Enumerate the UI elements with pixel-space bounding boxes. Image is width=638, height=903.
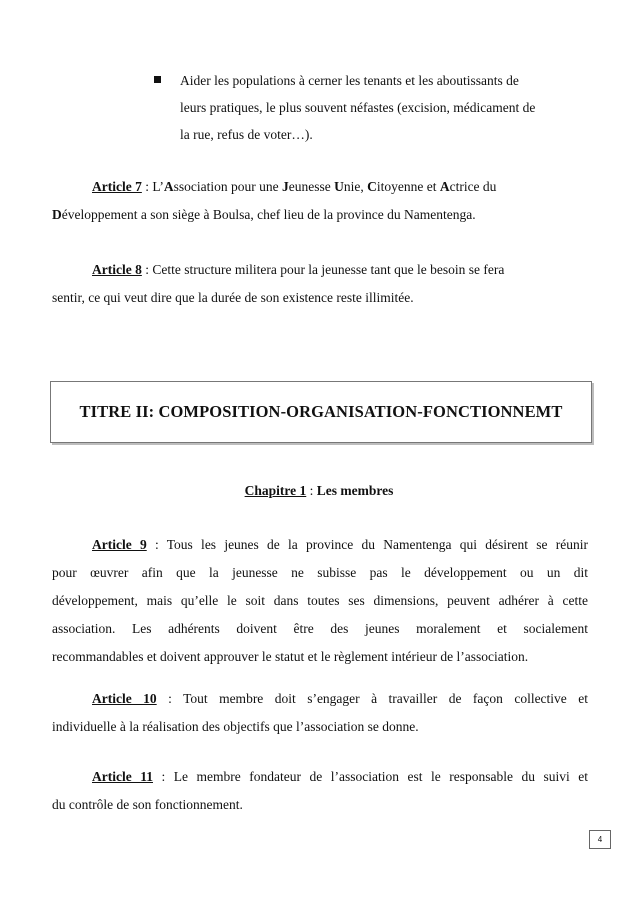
article-7-label: Article 7	[92, 179, 142, 194]
section-title: TITRE II: COMPOSITION-ORGANISATION-FONCTIONNEMT	[79, 402, 563, 421]
article-8-label: Article 8	[92, 262, 142, 277]
article-10-label: Article 10	[92, 691, 157, 706]
section-title-box	[50, 381, 592, 443]
chapter-name: Les membres	[316, 483, 394, 498]
article-8-paragraph: Article 8 : Cette structure militera pour la jeunesse tant que le besoin se fera sentir, ce qui veut dire que la durée de son existence reste illimitée.	[52, 262, 505, 305]
article-10-paragraph: Article 10 : Tout membre doit s’engager à travailler de façon collective et individuelle à la réalisation des objectifs que l’association se donne.	[52, 691, 588, 734]
bullet-line: leurs pratiques, le plus souvent néfastes (excision, médicament de	[180, 100, 536, 115]
article-9-label: Article 9	[92, 537, 147, 552]
bullet-line: Aider les populations à cerner les tenants et les aboutissants de	[180, 73, 519, 88]
article-7-paragraph: Article 7 : L’Association pour une Jeunesse Unie, Citoyenne et Actrice du Développement a son siège à Boulsa, chef lieu de la province du Namentenga.	[52, 179, 497, 222]
chapter-label: Chapitre 1	[244, 483, 307, 498]
article-11-label: Article 11	[92, 769, 153, 784]
page-number: 4	[589, 830, 611, 849]
bullet-text	[180, 67, 600, 148]
article-11-paragraph: Article 11 : Le membre fondateur de l’association est le responsable du suivi et du contrôle de son fonctionnement.	[52, 769, 589, 812]
article-9-paragraph: Article 9 : Tous les jeunes de la province du Namentenga qui désirent se réunir pour œuvrer afin que la jeunesse ne subisse pas le développement ou un dit développement, mais qu’elle le soit dans toutes ses dimensions, peuvent adhérer à cette association. Les adhérents doivent être des jeunes moralement et socialement recommandables et doivent approuver le statut et le règlement intérieur de l’association.	[52, 537, 588, 664]
square-bullet-icon	[154, 76, 161, 83]
bullet-line: la rue, refus de voter…).	[180, 127, 313, 142]
chapter-heading: Chapitre 1 : Les membres	[244, 483, 394, 498]
